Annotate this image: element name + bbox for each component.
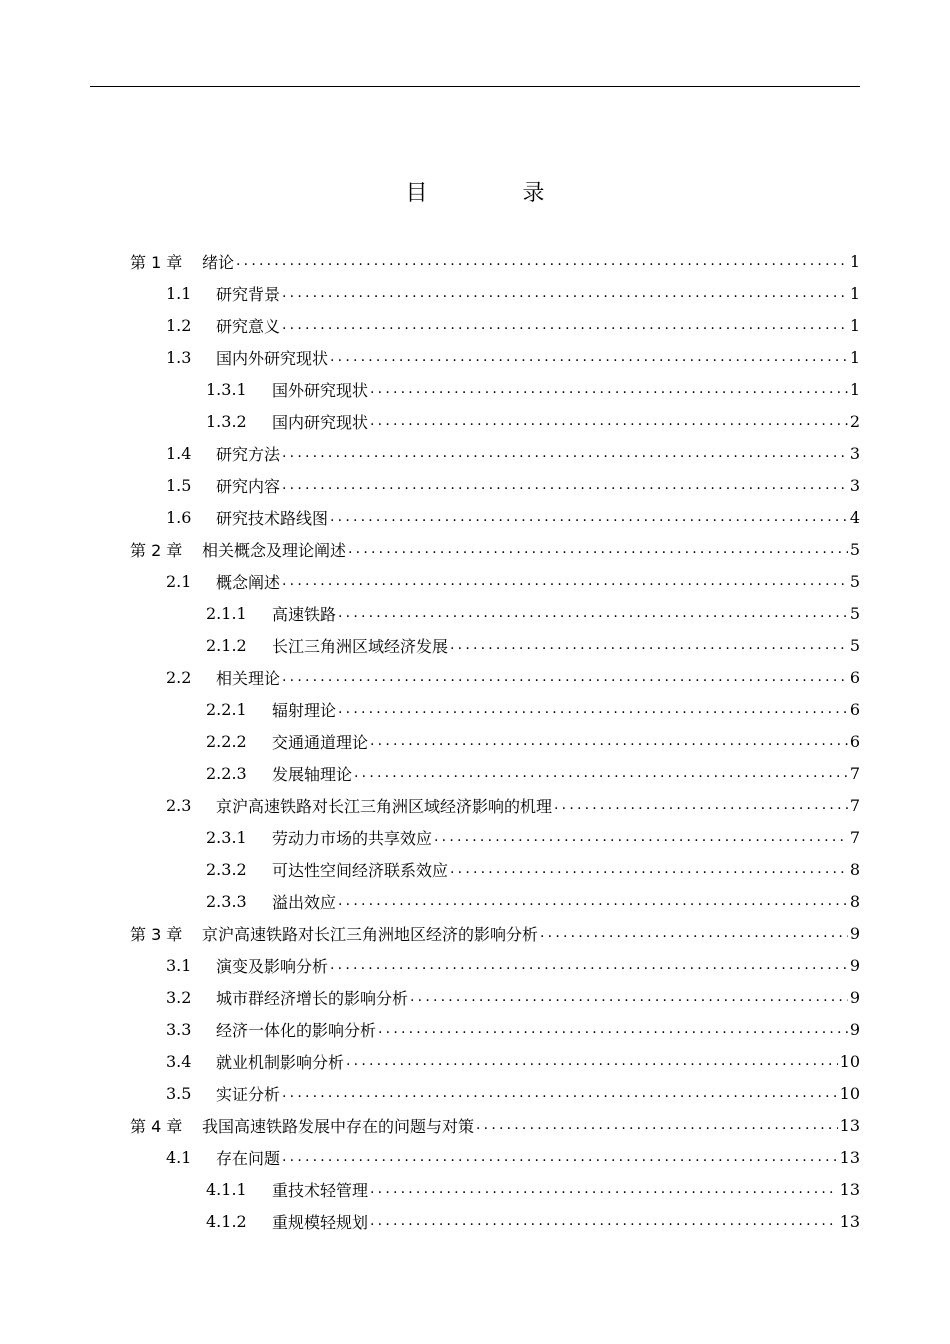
toc-entry-page: 10	[839, 1083, 860, 1103]
toc-entry[interactable]	[130, 725, 860, 757]
toc-dot-leader	[282, 477, 848, 493]
toc-entry-page: 5	[849, 603, 860, 623]
toc-entry-title: 概念阐述	[216, 572, 281, 592]
toc-entry-title: 国外研究现状	[272, 380, 369, 400]
toc-entry-page: 1	[849, 315, 860, 335]
toc-dot-leader	[370, 733, 848, 749]
toc-entry[interactable]	[130, 789, 860, 821]
toc-entry-number: 2.2.3	[206, 763, 247, 783]
toc-entry[interactable]	[130, 501, 860, 533]
toc-entry-page: 6	[849, 731, 860, 751]
toc-entry-number: 4.1.1	[206, 1179, 247, 1199]
toc-entry-title: 研究内容	[216, 476, 281, 496]
toc-entry[interactable]	[130, 597, 860, 629]
toc-entry-title: 经济一体化的影响分析	[216, 1020, 377, 1040]
toc-entry-page: 9	[849, 1019, 860, 1039]
toc-dot-leader	[370, 381, 848, 397]
toc-entry-title: 京沪高速铁路对长江三角洲地区经济的影响分析	[202, 924, 539, 944]
toc-entry-page: 1	[849, 379, 860, 399]
toc-entry-number: 第 4 章	[130, 1116, 183, 1136]
toc-entry[interactable]	[130, 245, 860, 277]
toc-entry[interactable]	[130, 1205, 860, 1237]
toc-entry-title: 长江三角洲区域经济发展	[272, 636, 449, 656]
toc-entry-number: 第 1 章	[130, 252, 183, 272]
toc-entry[interactable]	[130, 1077, 860, 1109]
toc-entry-page: 4	[849, 507, 860, 527]
toc-entry-number: 1.5	[166, 475, 192, 495]
toc-dot-leader	[476, 1117, 838, 1133]
toc-entry-page: 13	[839, 1115, 860, 1135]
toc-entry-title: 辐射理论	[272, 700, 337, 720]
toc-dot-leader	[282, 317, 848, 333]
toc-dot-leader	[236, 253, 848, 269]
toc-entry-number: 1.2	[166, 315, 192, 335]
toc-dot-leader	[282, 1085, 838, 1101]
toc-entry-page: 8	[849, 859, 860, 879]
toc-entry-number: 1.1	[166, 283, 192, 303]
toc-entry[interactable]	[130, 1173, 860, 1205]
toc-entry-number: 2.3.3	[206, 891, 247, 911]
toc-entry-title: 国内研究现状	[272, 412, 369, 432]
toc-entry-page: 7	[849, 763, 860, 783]
toc-entry-title: 我国高速铁路发展中存在的问题与对策	[202, 1116, 475, 1136]
toc-entry-number: 2.2.1	[206, 699, 247, 719]
toc-entry[interactable]	[130, 629, 860, 661]
toc-dot-leader	[354, 765, 848, 781]
toc-entry-title: 高速铁路	[272, 604, 337, 624]
toc-entry[interactable]	[130, 277, 860, 309]
toc-entry-title: 重规模轻规划	[272, 1212, 369, 1232]
toc-entry-number: 1.6	[166, 507, 192, 527]
toc-entry-title: 研究技术路线图	[216, 508, 329, 528]
toc-dot-leader	[450, 637, 848, 653]
toc-dot-leader	[330, 957, 848, 973]
toc-entry-page: 5	[849, 539, 860, 559]
toc-entry-number: 2.3.1	[206, 827, 247, 847]
toc-dot-leader	[282, 669, 848, 685]
toc-entry[interactable]	[130, 853, 860, 885]
toc-dot-leader	[554, 797, 848, 813]
toc-dot-leader	[282, 1149, 838, 1165]
toc-entry-page: 9	[849, 923, 860, 943]
toc-entry-number: 2.3.2	[206, 859, 247, 879]
toc-entry-number: 4.1.2	[206, 1211, 247, 1231]
toc-entry-title: 重技术轻管理	[272, 1180, 369, 1200]
toc-dot-leader	[348, 541, 848, 557]
toc-entry-page: 10	[839, 1051, 860, 1071]
toc-dot-leader	[434, 829, 848, 845]
toc-entry-number: 2.1	[166, 571, 192, 591]
toc-entry-title: 研究意义	[216, 316, 281, 336]
toc-dot-leader	[450, 861, 848, 877]
toc-entry-title: 发展轴理论	[272, 764, 353, 784]
toc-entry-page: 9	[849, 987, 860, 1007]
toc-entry-title: 研究背景	[216, 284, 281, 304]
toc-entry[interactable]	[130, 309, 860, 341]
toc-entry[interactable]	[130, 437, 860, 469]
toc-entry-title: 国内外研究现状	[216, 348, 329, 368]
toc-entry-number: 3.1	[166, 955, 192, 975]
toc-entry-title: 研究方法	[216, 444, 281, 464]
toc-entry[interactable]	[130, 565, 860, 597]
toc-entry[interactable]	[130, 373, 860, 405]
toc-entry-title: 相关理论	[216, 668, 281, 688]
toc-dot-leader	[370, 1213, 838, 1229]
toc-entry-number: 3.3	[166, 1019, 192, 1039]
toc-entry-page: 6	[849, 667, 860, 687]
toc-entry[interactable]	[130, 661, 860, 693]
toc-entry-page: 7	[849, 795, 860, 815]
toc-entry-title: 实证分析	[216, 1084, 281, 1104]
toc-entry-page: 1	[849, 283, 860, 303]
toc-entry-number: 1.3.1	[206, 379, 247, 399]
toc-entry-number: 3.5	[166, 1083, 192, 1103]
toc-entry-page: 5	[849, 635, 860, 655]
toc-dot-leader	[370, 1181, 838, 1197]
toc-entry-page: 1	[849, 251, 860, 271]
toc-entry-page: 1	[849, 347, 860, 367]
toc-dot-leader	[540, 925, 848, 941]
toc-entry-page: 2	[849, 411, 860, 431]
toc-dot-leader	[282, 285, 848, 301]
toc-dot-leader	[338, 605, 848, 621]
toc-dot-leader	[282, 445, 848, 461]
toc-dot-leader	[410, 989, 848, 1005]
toc-entry[interactable]	[130, 1109, 860, 1141]
toc-entry-title: 城市群经济增长的影响分析	[216, 988, 409, 1008]
toc-entry-number: 第 2 章	[130, 540, 183, 560]
toc-entry-number: 3.2	[166, 987, 192, 1007]
toc-entry-page: 9	[849, 955, 860, 975]
toc-entry-page: 13	[839, 1179, 860, 1199]
toc-dot-leader	[330, 509, 848, 525]
toc-entry-title: 相关概念及理论阐述	[202, 540, 347, 560]
toc-entry-page: 3	[849, 475, 860, 495]
toc-entry[interactable]	[130, 917, 860, 949]
toc-entry-number: 1.3.2	[206, 411, 247, 431]
toc-entry-title: 存在问题	[216, 1148, 281, 1168]
toc-entry[interactable]	[130, 1013, 860, 1045]
toc-entry-title: 可达性空间经济联系效应	[272, 860, 449, 880]
toc-dot-leader	[378, 1021, 848, 1037]
toc-entry-page: 5	[849, 571, 860, 591]
toc-entry[interactable]	[130, 533, 860, 565]
toc-entry-number: 第 3 章	[130, 924, 183, 944]
toc-entry-number: 2.2	[166, 667, 192, 687]
toc-entry-page: 8	[849, 891, 860, 911]
toc-entry-page: 6	[849, 699, 860, 719]
toc-entry[interactable]	[130, 885, 860, 917]
toc-dot-leader	[330, 349, 848, 365]
toc-entry-number: 2.1.2	[206, 635, 247, 655]
page-title: 目 录	[405, 181, 589, 206]
toc-entry-title: 溢出效应	[272, 892, 337, 912]
toc-entry-title: 演变及影响分析	[216, 956, 329, 976]
toc-entry[interactable]	[130, 981, 860, 1013]
toc-entry-page: 7	[849, 827, 860, 847]
toc-entry-title: 就业机制影响分析	[216, 1052, 345, 1072]
toc-entry[interactable]	[130, 821, 860, 853]
toc-entry-number: 2.3	[166, 795, 192, 815]
toc-entry[interactable]	[130, 1141, 860, 1173]
toc-entry-number: 1.3	[166, 347, 192, 367]
toc-entry[interactable]	[130, 341, 860, 373]
toc-entry-number: 3.4	[166, 1051, 192, 1071]
toc-entry-title: 交通通道理论	[272, 732, 369, 752]
toc-entry-number: 2.2.2	[206, 731, 247, 751]
toc-dot-leader	[282, 573, 848, 589]
table-of-contents	[130, 245, 860, 1237]
toc-entry[interactable]	[130, 693, 860, 725]
toc-dot-leader	[338, 701, 848, 717]
toc-entry-number: 2.1.1	[206, 603, 247, 623]
toc-entry-page: 13	[839, 1147, 860, 1167]
toc-entry-title: 京沪高速铁路对长江三角洲区域经济影响的机理	[216, 796, 553, 816]
toc-entry[interactable]	[130, 757, 860, 789]
toc-entry-page: 3	[849, 443, 860, 463]
toc-entry[interactable]	[130, 949, 860, 981]
toc-entry-page: 13	[839, 1211, 860, 1231]
toc-entry-number: 1.4	[166, 443, 192, 463]
toc-dot-leader	[370, 413, 848, 429]
toc-entry-title: 劳动力市场的共享效应	[272, 828, 433, 848]
toc-entry[interactable]	[130, 1045, 860, 1077]
toc-entry-title: 绪论	[202, 252, 235, 272]
toc-entry[interactable]	[130, 405, 860, 437]
toc-dot-leader	[346, 1053, 838, 1069]
toc-dot-leader	[338, 893, 848, 909]
toc-entry[interactable]	[130, 469, 860, 501]
header-rule	[90, 86, 860, 87]
toc-entry-number: 4.1	[166, 1147, 192, 1167]
